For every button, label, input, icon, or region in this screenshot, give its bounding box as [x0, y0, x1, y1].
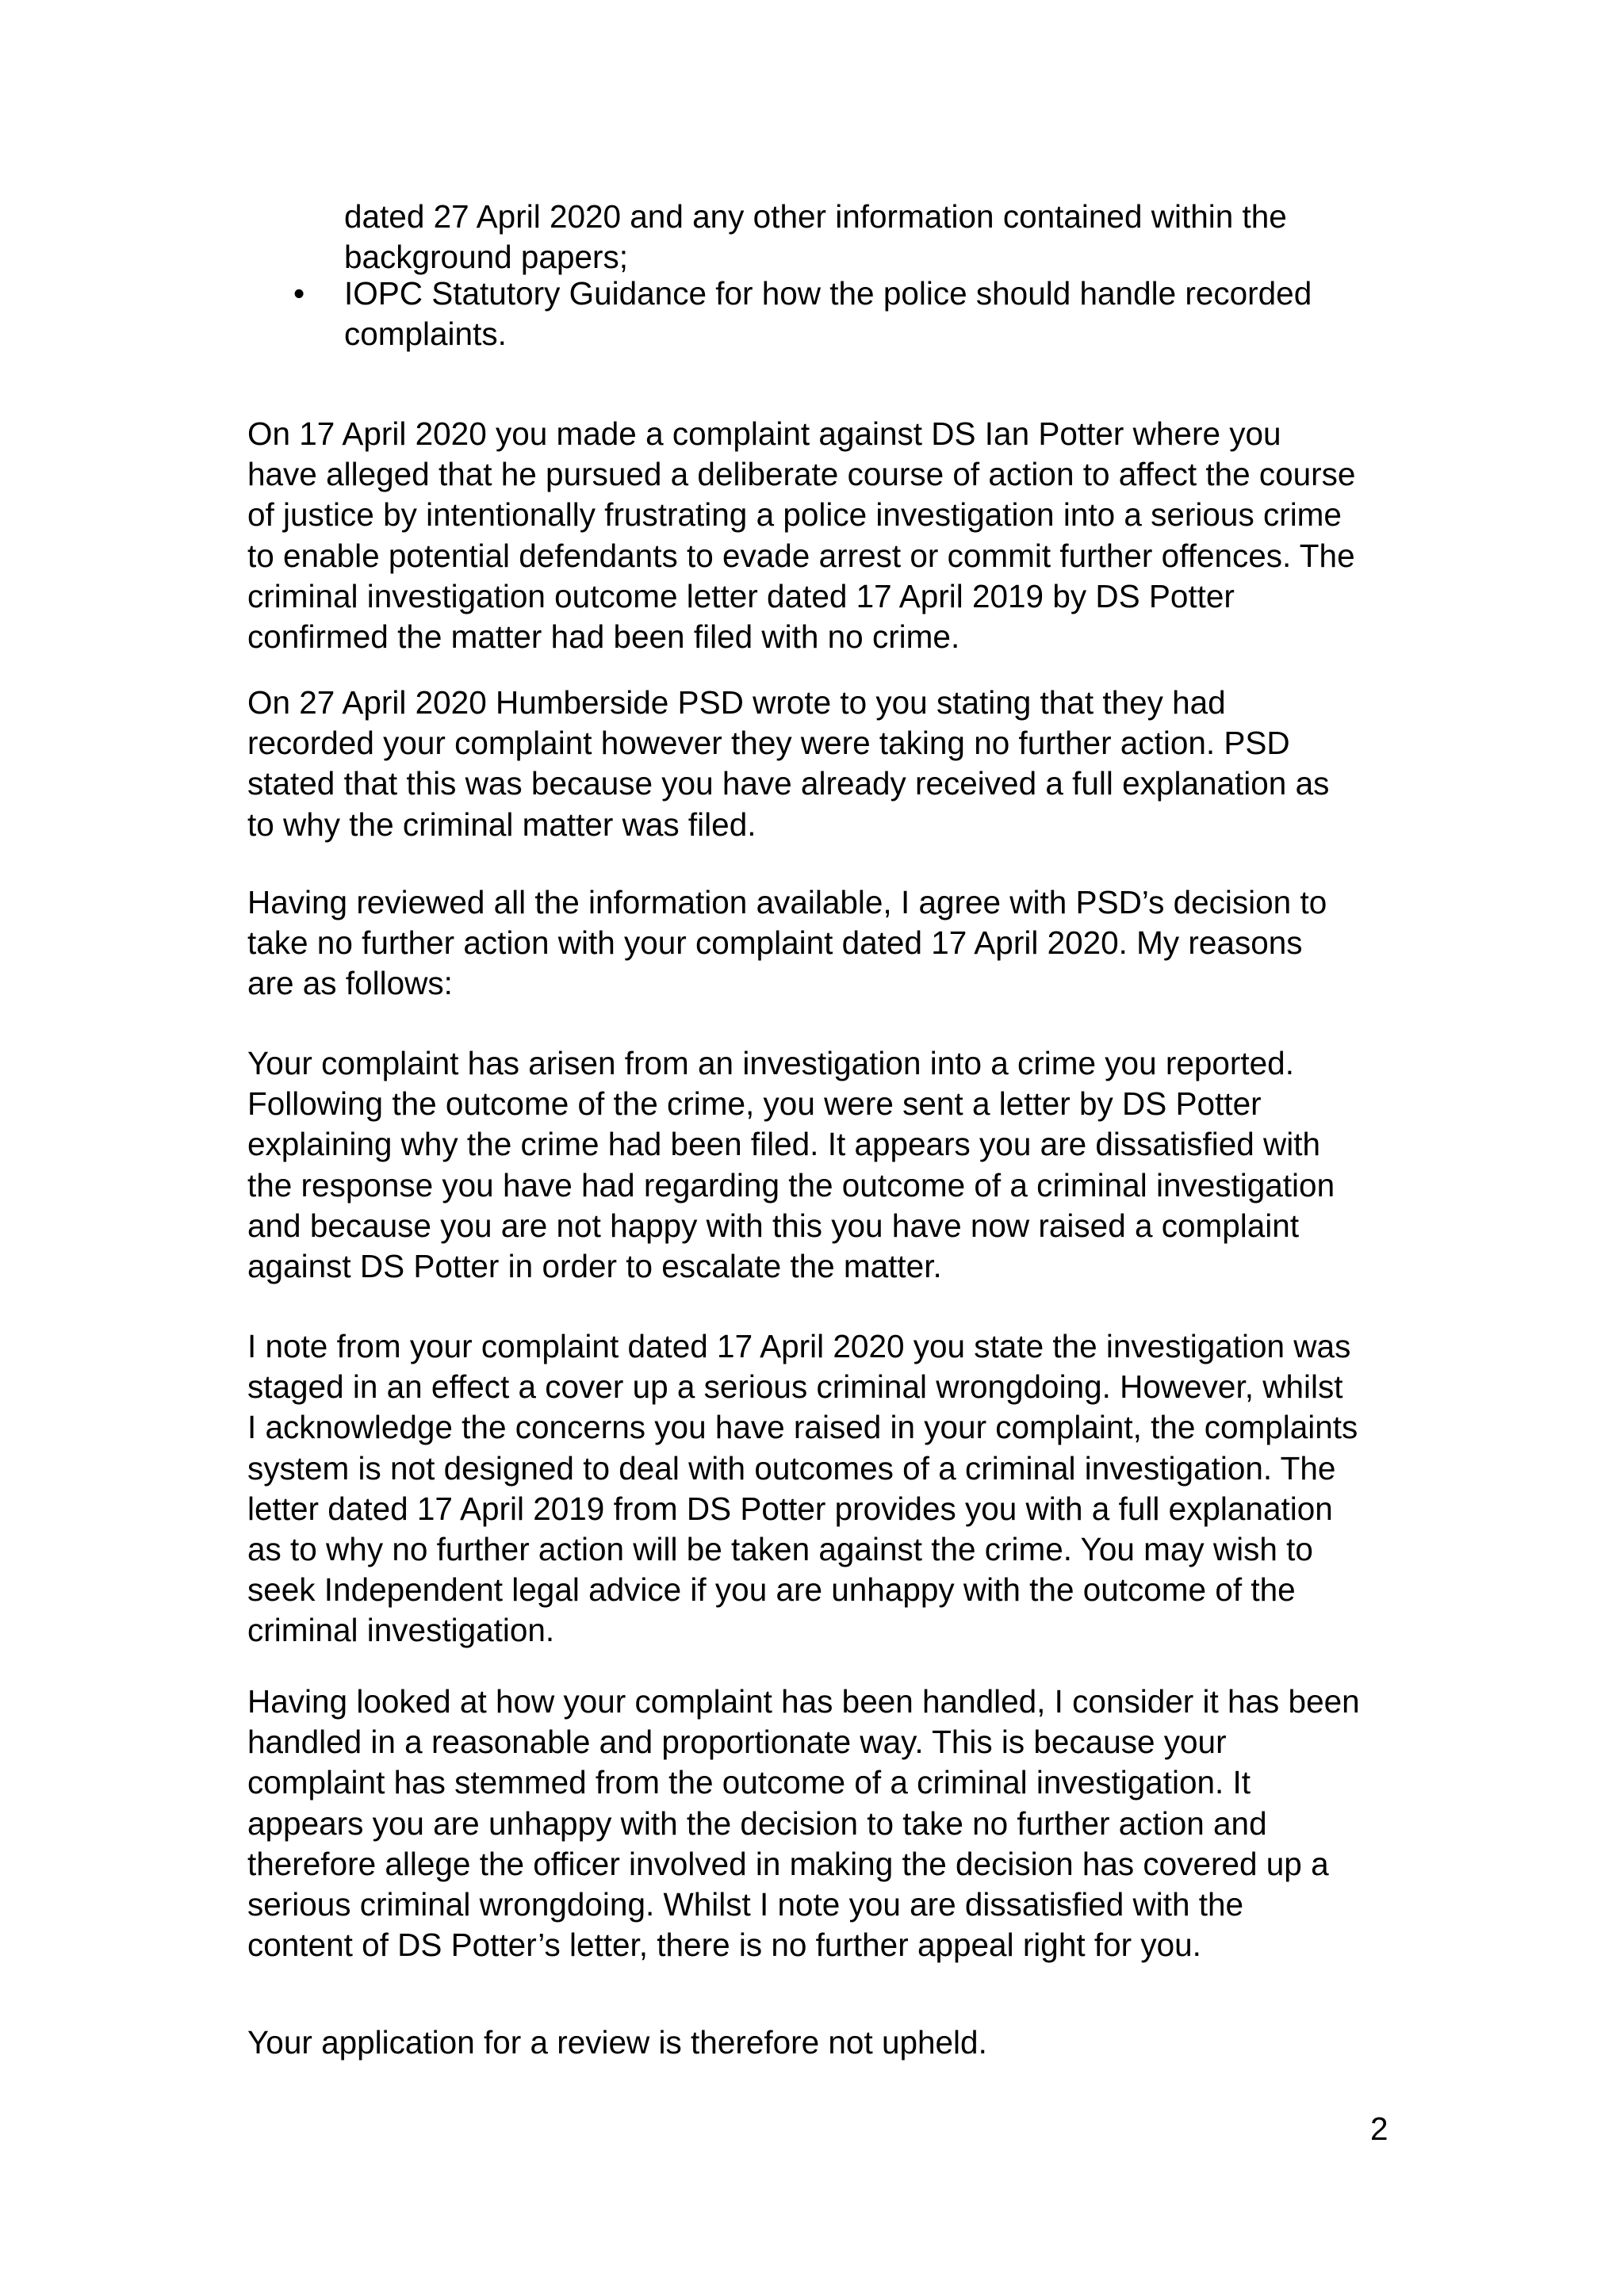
paragraph-psd-response: On 27 April 2020 Humberside PSD wrote to you stating that they had recorded your complaint however they were taking no further action. PSD stated that this was because you have already received a full explanation as to why the criminal matter was filed. — [247, 684, 1330, 843]
bullet-item-iopc-guidance: IOPC Statutory Guidance for how the police should handle recorded complaints. — [344, 275, 1312, 353]
paragraph-handling-assessment: Having looked at how your complaint has been handled, I consider it has been handled in a reasonable and proportionate way. This is because your complaint has stemmed from the outcome of a criminal investigation. It appears you are unhappy with the decision to take no further action and therefore allege the officer involved in making the decision has covered up a serious criminal wrongdoing. Whilst I note you are dissatisfied with the content of DS Potter’s letter, there is no further appeal right for you. — [247, 1683, 1360, 1964]
page-number: 2 — [1370, 2110, 1388, 2147]
paragraph-complaint-note: I note from your complaint dated 17 April 2020 you state the investigation was staged in an effect a cover up a serious criminal wrongdoing. However, whilst I acknowledge the concerns you have raised in your complaint, the complaints system is not designed to deal with outcomes of a criminal investigation. The letter dated 17 April 2019 from DS Potter provides you with a full explanation as to why no further action will be taken against the crime. You may wish to seek Independent legal advice if you are unhappy with the outcome of the criminal investigation. — [247, 1328, 1358, 1649]
paragraph-reasons: Your complaint has arisen from an investigation into a crime you reported. Following the outcome of the crime, you were sent a letter by DS Potter explaining why the crime had been filed. It appears you are dissatisfied with the response you have had regarding the outcome of a criminal investigation and because you are not happy with this you have now raised a complaint against DS Potter in order to escalate the matter. — [247, 1045, 1335, 1285]
paragraph-complaint-summary: On 17 April 2020 you made a complaint against DS Ian Potter where you have alleged that he pursued a deliberate course of action to affect the course of justice by intentionally frustrating a police investigation into a serious crime to enable potential defendants to evade arrest or commit further offences. The criminal investigation outcome letter dated 17 April 2019 by DS Potter confirmed the matter had been filed with no crime. — [247, 415, 1356, 656]
bullet-marker: • — [293, 275, 305, 312]
bullet-continuation: dated 27 April 2020 and any other information contained within the background papers; — [344, 198, 1287, 276]
paragraph-conclusion: Your application for a review is therefore not upheld. — [247, 2024, 987, 2061]
paragraph-review-decision: Having reviewed all the information available, I agree with PSD’s decision to take no further action with your complaint dated 17 April 2020. My reasons are as follows: — [247, 884, 1327, 1002]
